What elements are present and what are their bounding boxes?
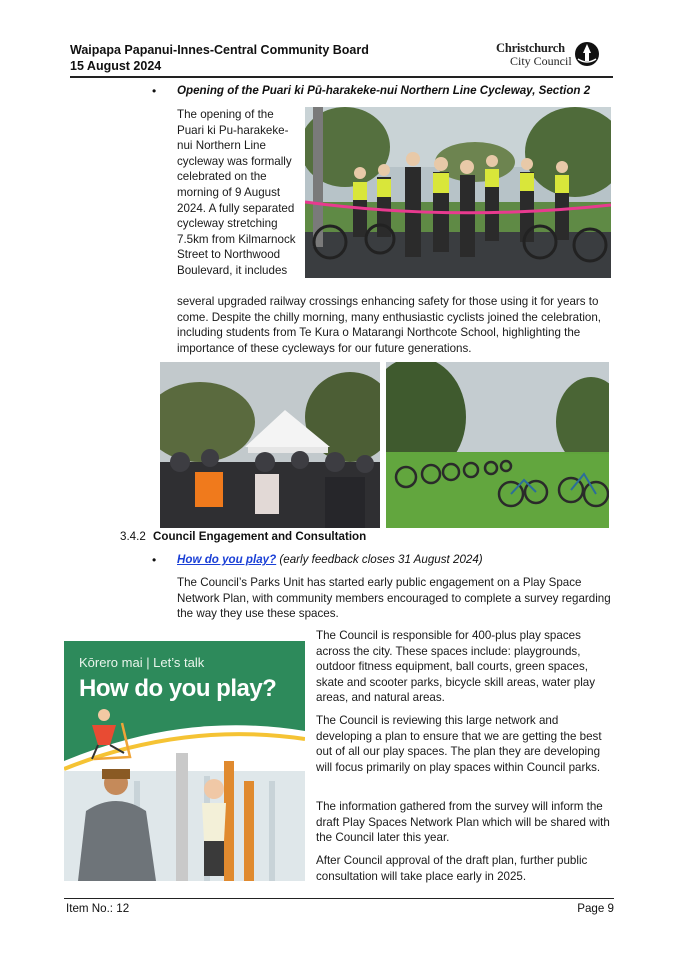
play-survey-line (177, 553, 483, 566)
play-space-intro-paragraph: The Council’s Parks Unit has started early public engagement on a Play Space Network Plan, with community members encouraged to complete a survey regarding the way they use these spaces. (177, 576, 611, 621)
promo-subtitle: Kōrero mai | Let’s talk (79, 655, 205, 670)
header-divider (70, 76, 613, 78)
item-number: Item No.: 12 (66, 902, 130, 915)
page-number: Page 9 (577, 902, 614, 915)
feedback-deadline-note: (early feedback closes 31 August 2024) (276, 553, 483, 566)
cathedral-logo-icon (574, 41, 600, 67)
play-space-responsibility-paragraph: The Council is responsible for 400-plus play spaces across the city. These spaces include: playgrounds, outdoor fitness equipment, ball courts, green spaces, skate and scooter parks, bicycle skill areas, water play areas, and natural areas. (316, 629, 596, 705)
section-title: Council Engagement and Consultation (153, 530, 367, 543)
how-do-you-play-promo-image (64, 641, 305, 881)
cycleway-paragraph-continued: several upgraded railway crossings enhancing safety for those using it for years to come. Despite the chilly morning, many enthusiastic cyclists joined the celebration, including students from Te Kura o Matarangi Northcote School, highlighting the importance of these cycleways for our future generations. (177, 295, 602, 355)
cycleway-paragraph-start: The opening of the Puari ki Pu-harakeke-nui Northern Line cycleway was formally celebrated on the morning of 9 August 2024. A fully separated cycleway stretching 7.5km from Kilmarnock Street to Northwood Boulevard, it includes (177, 108, 296, 277)
section-number: 3.4.2 (120, 530, 146, 543)
survey-information-paragraph: The information gathered from the survey will inform the draft Play Spaces Network Plan which will be shared with the Council later this year. (316, 800, 610, 845)
board-name: Waipapa Papanui-Innes-Central Community Board (70, 43, 369, 57)
crowd-gazebo-photo (160, 362, 380, 528)
promo-title: How do you play? (79, 675, 277, 702)
logo-text-line1: Christchurch (496, 41, 565, 55)
bullet-point: • (152, 553, 157, 567)
how-do-you-play-link[interactable]: How do you play? (177, 553, 277, 566)
play-space-review-paragraph: The Council is reviewing this large network and developing a plan to ensure that we are getting the best out of all our play spaces. The plan they are developing will focus primarily on play spaces within Council parks. (316, 714, 602, 774)
consultation-timeline-paragraph: After Council approval of the draft plan, further public consultation will take place early in 2025. (316, 854, 588, 883)
document-header (70, 42, 369, 74)
cycleway-opening-photo (305, 107, 611, 278)
council-logo (496, 41, 600, 69)
parked-bicycles-photo (386, 362, 609, 528)
footer-divider (64, 898, 614, 899)
cycleway-heading: Opening of the Puari ki Pū-harakeke-nui Northern Line Cycleway, Section 2 (177, 84, 591, 97)
meeting-date: 15 August 2024 (70, 59, 162, 73)
bullet-point: • (152, 84, 157, 98)
logo-text-line2: City Council (510, 54, 572, 68)
